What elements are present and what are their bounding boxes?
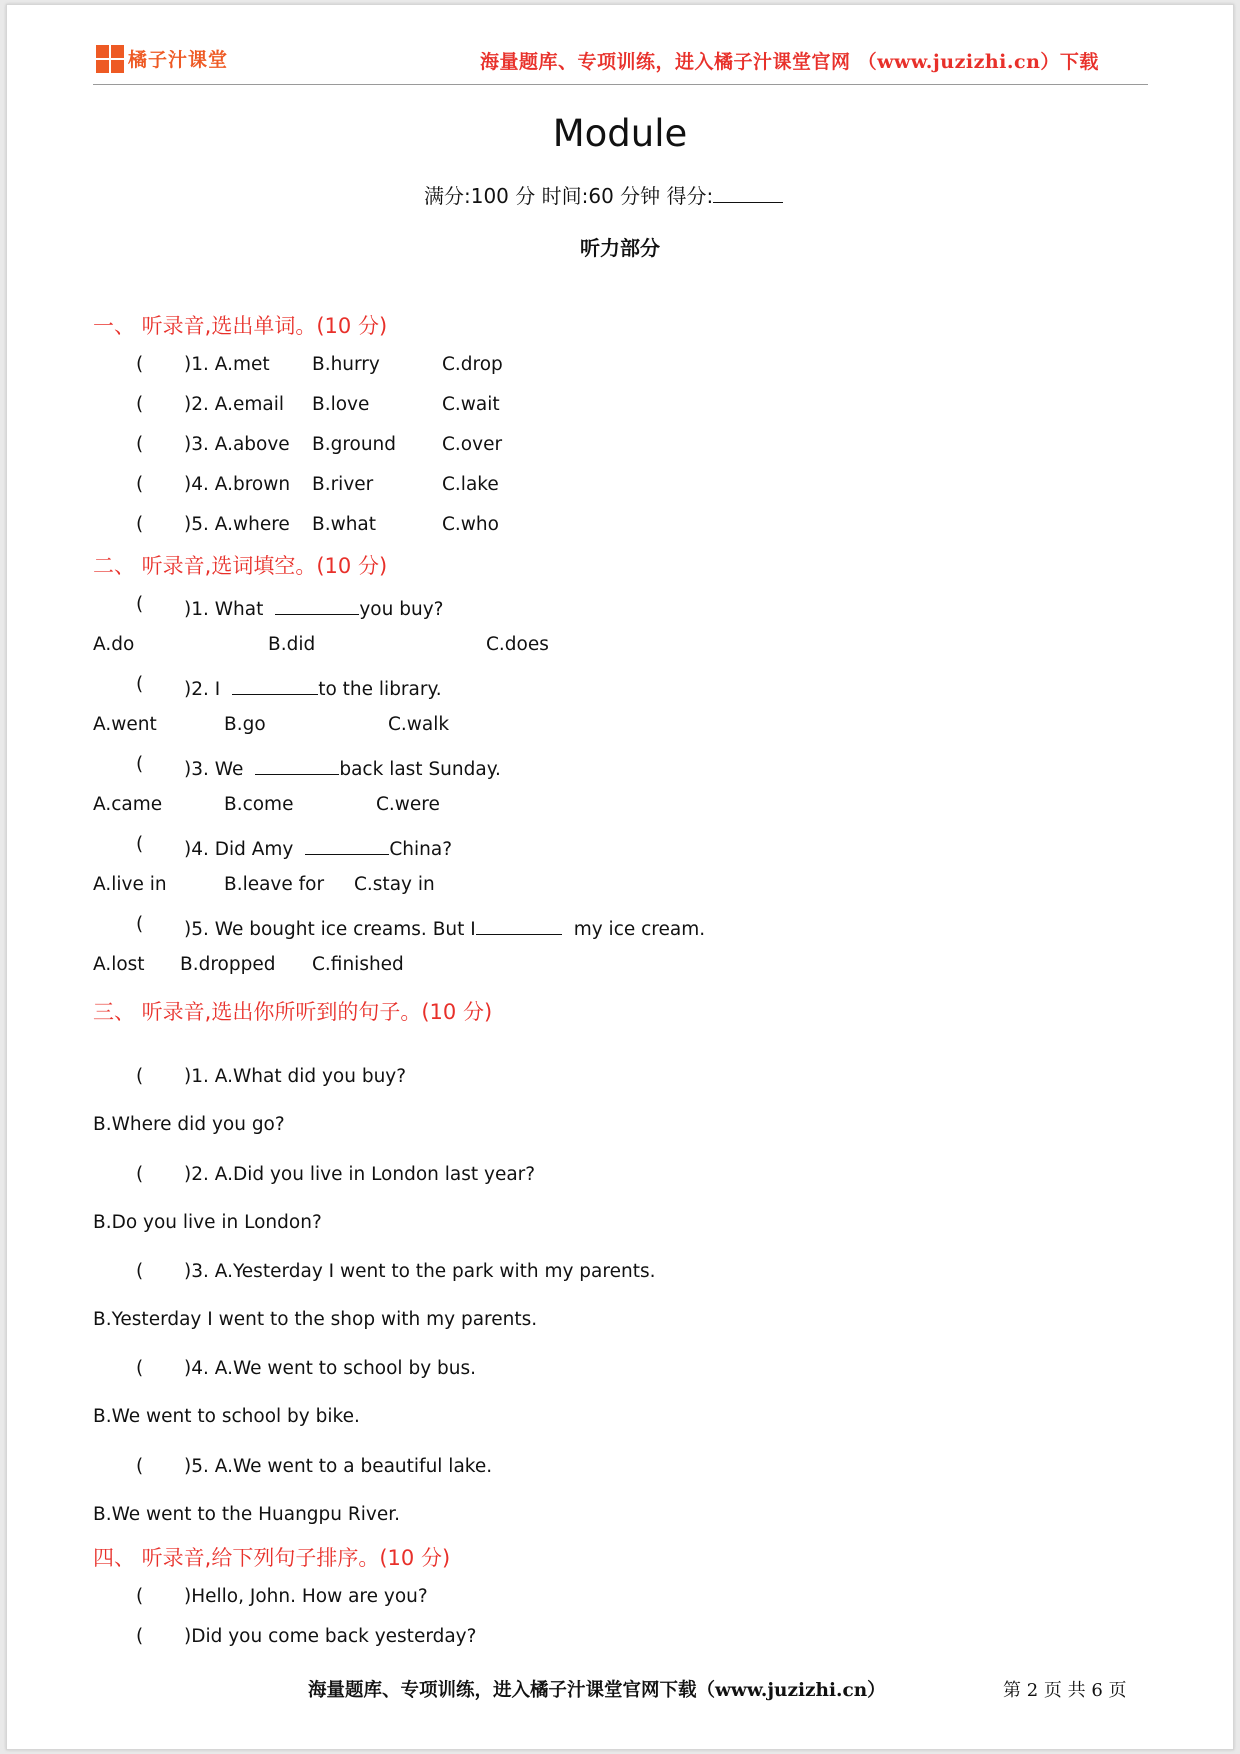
question-text: [184, 674, 442, 700]
paren: (: [136, 594, 144, 615]
option-c: C.finished: [312, 954, 404, 975]
section4-heading: 四、 听录音,给下列句子排序。(10 分): [93, 1546, 451, 1570]
option-c: C.were: [376, 794, 440, 815]
option-b: B.love: [312, 394, 370, 415]
item-number-option-a: )1. A.met: [184, 354, 270, 375]
option-b: B.come: [224, 794, 294, 815]
option-c: C.drop: [442, 354, 503, 375]
item-number-option-a: )5. A.where: [184, 514, 290, 535]
paren: (: [136, 754, 144, 775]
sentence: )Hello, John. How are you?: [184, 1586, 428, 1607]
paren: (: [136, 1626, 144, 1647]
option-a: A.went: [93, 714, 157, 735]
item-number-option-a: )4. A.brown: [184, 474, 291, 495]
question-suffix: China?: [389, 839, 453, 860]
footer-text: 海量题库、专项训练，进入橘子汁课堂官网下载（www.juzizhi.cn）: [308, 1680, 886, 1701]
score-line: [424, 180, 783, 209]
option-a: )1. A.What did you buy?: [184, 1066, 407, 1087]
paren: (: [136, 434, 144, 455]
item-number-option-a: )3. A.above: [184, 434, 290, 455]
question-suffix: to the library.: [318, 679, 442, 700]
question-text: [184, 594, 443, 620]
option-b: B.Where did you go?: [93, 1114, 285, 1135]
option-b: B.river: [312, 474, 374, 495]
option-c: C.stay in: [354, 874, 435, 895]
option-b: B.leave for: [224, 874, 325, 895]
option-b: B.ground: [312, 434, 397, 455]
question-suffix: you buy?: [359, 599, 444, 620]
logo-text: 橘子汁课堂: [128, 49, 229, 71]
paren: (: [136, 834, 144, 855]
option-b: B.dropped: [180, 954, 276, 975]
paren: (: [136, 1358, 144, 1379]
answer-blank: [275, 594, 359, 615]
option-b: B.what: [312, 514, 377, 535]
paren: (: [136, 1261, 144, 1282]
answer-blank: [476, 914, 562, 935]
option-c: C.who: [442, 514, 499, 535]
option-a: A.do: [93, 634, 135, 655]
question-text: [184, 754, 501, 780]
option-b: B.go: [224, 714, 266, 735]
option-a: A.live in: [93, 874, 167, 895]
page-title: Module: [552, 112, 688, 155]
option-b: B.Do you live in London?: [93, 1212, 322, 1233]
paren: (: [136, 1164, 144, 1185]
answer-blank: [305, 834, 389, 855]
subtitle: 听力部分: [580, 236, 660, 260]
question-suffix: back last Sunday.: [339, 759, 501, 780]
sentence: )Did you come back yesterday?: [184, 1626, 477, 1647]
option-c: C.over: [442, 434, 503, 455]
paren: (: [136, 514, 144, 535]
question-suffix: my ice cream.: [573, 919, 706, 940]
option-a: )2. A.Did you live in London last year?: [184, 1164, 536, 1185]
header-divider: [93, 84, 1148, 85]
score-meta: 满分:100 分 时间:60 分钟 得分:: [424, 184, 714, 208]
option-c: C.does: [486, 634, 549, 655]
paren: (: [136, 354, 144, 375]
option-b: B.We went to school by bike.: [93, 1406, 360, 1427]
question-prefix: )5. We bought ice creams. But I: [184, 919, 476, 940]
paren: (: [136, 914, 144, 935]
question-prefix: )3. We: [184, 759, 244, 780]
score-blank: [713, 182, 783, 203]
option-b: B.Yesterday I went to the shop with my parents.: [93, 1309, 538, 1330]
paren: (: [136, 474, 144, 495]
answer-blank: [232, 674, 318, 695]
option-b: B.did: [268, 634, 316, 655]
page-number: 第 2 页 共 6 页: [1003, 1680, 1127, 1701]
option-c: C.walk: [388, 714, 450, 735]
option-a: A.came: [93, 794, 163, 815]
paren: (: [136, 1066, 144, 1087]
header-banner: 海量题库、专项训练，进入橘子汁课堂官网 （www.juzizhi.cn）下载: [480, 51, 1099, 73]
paren: (: [136, 674, 144, 695]
option-a: )4. A.We went to school by bus.: [184, 1358, 477, 1379]
section1-heading: 一、 听录音,选出单词。(10 分): [93, 314, 388, 338]
option-a: )3. A.Yesterday I went to the park with my parents.: [184, 1261, 656, 1282]
question-text: [184, 914, 705, 940]
option-b: B.hurry: [312, 354, 380, 375]
paren: (: [136, 394, 144, 415]
question-prefix: )4. Did Amy: [184, 839, 294, 860]
question-prefix: )1. What: [184, 599, 264, 620]
section2-heading: 二、 听录音,选词填空。(10 分): [93, 554, 388, 578]
option-a: A.lost: [93, 954, 145, 975]
item-number-option-a: )2. A.email: [184, 394, 284, 415]
section3-heading: 三、 听录音,选出你所听到的句子。(10 分): [93, 1000, 493, 1024]
document-page: [6, 4, 1234, 1750]
option-c: C.wait: [442, 394, 500, 415]
answer-blank: [255, 754, 339, 775]
question-text: [184, 834, 452, 860]
paren: (: [136, 1456, 144, 1477]
option-c: C.lake: [442, 474, 499, 495]
paren: (: [136, 1586, 144, 1607]
option-b: B.We went to the Huangpu River.: [93, 1504, 401, 1525]
question-prefix: )2. I: [184, 679, 221, 700]
option-a: )5. A.We went to a beautiful lake.: [184, 1456, 493, 1477]
logo-icon: [96, 45, 124, 73]
